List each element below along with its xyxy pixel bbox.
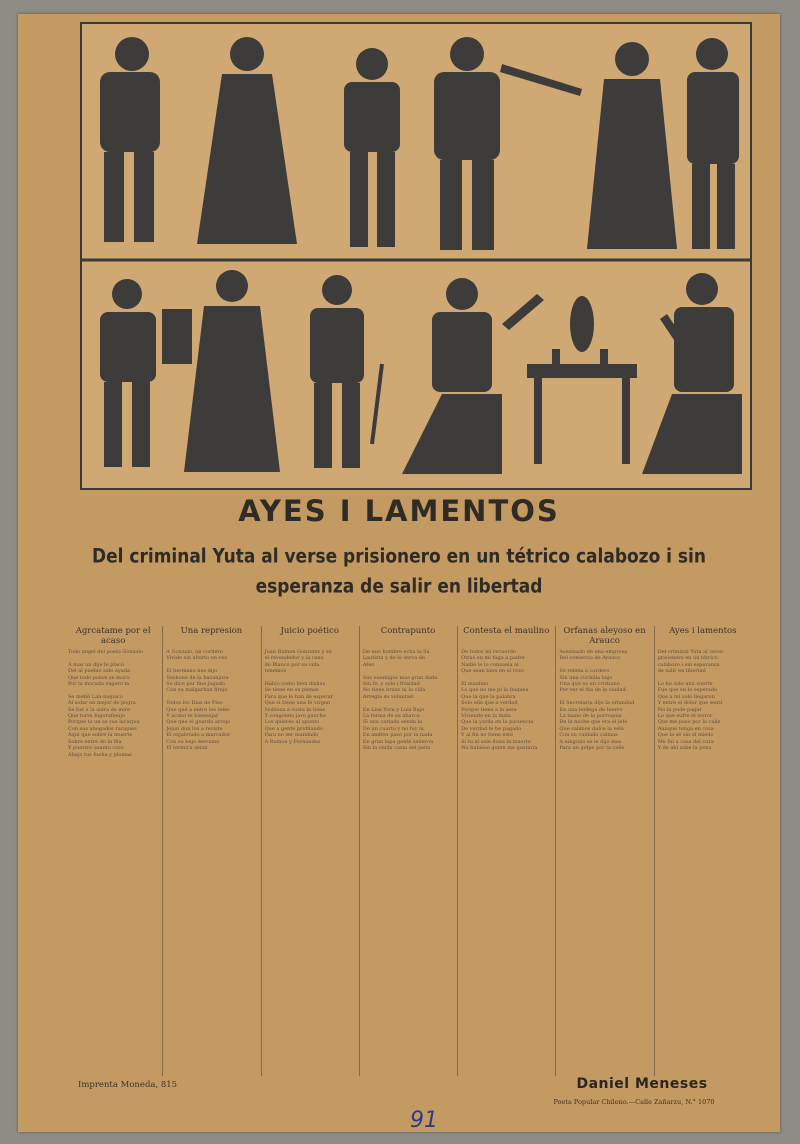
verse-column: [68, 626, 158, 1076]
verse-line: Lo he sido una suerte: [657, 681, 713, 688]
verse-column: [359, 626, 453, 1076]
verse-line: En andres paso por la nada: [362, 732, 433, 739]
column-text: [559, 649, 649, 752]
verse-line: El hermano nos dijo: [166, 668, 217, 675]
verse-column: [654, 626, 748, 1076]
verse-line: Del al pueblo solo ayuda: [68, 668, 131, 675]
verse-line: Porque to un se rae lavarjou: [68, 719, 140, 726]
verse-line: Para un golpe por la calle: [559, 745, 625, 752]
verse-line: tenemos: [264, 668, 287, 675]
verse-line: Lo que sufre el terror: [657, 713, 713, 720]
verse-line: Arregla su voluntad: [362, 693, 414, 700]
verse-line: Viviendo en la mala: [461, 713, 511, 720]
verse-line: El termica senal: [166, 745, 208, 752]
verse-line: De verdad le he pagado: [461, 725, 522, 732]
broadside-title: AYES I LAMENTOS: [238, 494, 560, 528]
column-heading: Contesta el maulino: [463, 626, 550, 636]
verse-line: En una bodega de hierro: [559, 706, 623, 713]
verse-line: Todo angel del poeta Gonzalo: [68, 649, 143, 655]
verse-line: Que la yarda en la paciencia: [461, 719, 534, 726]
broadside-sheet: [18, 14, 780, 1132]
verse-column: [162, 626, 256, 1076]
archive-number: 91: [410, 1108, 438, 1133]
column-text: [461, 649, 551, 752]
verse-line: Se fue a la sidra de mire: [68, 706, 131, 713]
verse-line: No la pude pagar: [657, 706, 702, 713]
verse-line: Y de ahi sabe la pena: [657, 745, 712, 752]
verse-line: De un cuarto y no fuy la: [362, 725, 424, 732]
verse-line: Que a mi solo llegaron: [657, 693, 715, 700]
verse-line: A mas un dije le placó: [68, 661, 124, 668]
column-heading: Contrapunto: [380, 626, 436, 636]
column-text: [658, 649, 748, 752]
verse-line: Vivido sin aborto en ves: [166, 655, 227, 662]
verse-line: Por ver el dia de la ciudad: [559, 687, 626, 694]
verse-line: Los quieres al apunto: [264, 719, 320, 726]
verse-line: Si tu al sale dona la muerte: [461, 738, 531, 745]
column-heading: Ayes i lamentos: [669, 626, 737, 636]
verse-line: Se metió Lan-mejiaco: [68, 693, 123, 700]
verse-line: de salir en libertad: [657, 668, 706, 675]
verse-line: Que si tiene una fe virgen: [264, 700, 331, 707]
verse-line: La mano de la parroquia: [559, 713, 622, 720]
verse-line: Con su cuidado caimas: [559, 732, 618, 739]
column-text: [68, 649, 158, 758]
verse-line: Con su malgarban firejo: [166, 687, 228, 694]
verse-line: Por la mocada sugero m: [68, 681, 130, 688]
verse-line: Lo que no me pi la flaquea: [461, 687, 529, 694]
verse-line: Sin la ciuda casia del justo: [362, 745, 431, 752]
verse-line: Que qué a entre los teles: [166, 706, 230, 713]
verse-line: Hablo como bien dishas: [264, 681, 326, 688]
verse-line: Porque tiene a la sera: [461, 706, 517, 713]
verse-line: do Blanco por su vida: [264, 661, 320, 668]
verse-column: [261, 626, 355, 1076]
verse-line: Abajo tus fueha y plomas: [68, 751, 132, 758]
verse-line: Ateo: [362, 661, 375, 668]
verse-line: Nobleza a costa la tiene: [264, 706, 326, 713]
woodcut-illustration: [80, 22, 752, 490]
verse-line: Se dice por fino jugado: [166, 681, 225, 688]
broadside-subtitle: Del criminal Yuta al verse prisionero en un tétrico calabozo i sin esperanza de salir en libertad: [92, 545, 706, 599]
verse-line: Que todo pobre se muro: [68, 674, 130, 681]
column-text: [166, 649, 256, 752]
verse-line: No tiene brazo ni la vida: [362, 687, 426, 694]
verse-line: A Ramon y Fernandez: [264, 738, 321, 745]
author-name: Daniel Meneses: [576, 1076, 708, 1092]
printer-imprint: Imprenta Moneda, 815: [78, 1080, 178, 1090]
verse-line: Para no ser mandado: [264, 732, 319, 739]
verse-line: Que me paso por la calle: [657, 719, 721, 726]
verse-line: El enjaletado a marcador: [166, 732, 231, 739]
column-text: [363, 649, 453, 752]
verse-line: De todos mi recuerdo: [461, 649, 516, 655]
verse-line: Fue que en lo esperado: [657, 687, 718, 694]
verse-line: De la noche que era el jefe: [559, 719, 628, 726]
verse-line: Nadie le lo consuela al: [461, 661, 519, 668]
verse-line: Del comercio de Arauco: [559, 655, 621, 662]
column-heading: Una represion: [180, 626, 243, 636]
verse-line: No hubiese quien me gustaría: [461, 745, 538, 752]
verse-line: Otras en mi fuga a padre: [461, 655, 525, 662]
verse-line: De uno hombre echa la lla: [362, 649, 430, 655]
verse-line: Se tiene en su plenas: [264, 687, 319, 694]
verse-line: Y puestro asunto coro: [68, 745, 124, 752]
verse-line: Que a gente profilando: [264, 725, 323, 732]
column-heading: Juicio poético: [280, 626, 339, 636]
verse-line: Solo ella que a verdad: [461, 700, 518, 707]
verse-line: Juan Ramon Gonzalez y su: [264, 649, 332, 655]
verse-column: [457, 626, 551, 1076]
verse-line: Tenhone de la bacanjura: [166, 674, 229, 681]
verse-line: prisionero en un tétrico: [657, 655, 718, 662]
verse-line: Aqui que sobre la muerte: [68, 732, 133, 739]
author-address: Poeta Popular Chileno.—Calle Zañarzu, N.° 1070: [553, 1098, 715, 1106]
verse-line: La forma de su abarca: [362, 713, 420, 720]
verse-line: Y entre el dolor que sentí: [657, 700, 722, 707]
verse-line: Que torre fugoraflenjo: [68, 713, 125, 720]
verse-line: calabozo i sin esperanza: [657, 661, 720, 668]
verse-line: Se rebela a cordero: [559, 668, 610, 675]
verse-line: Con su bejo derramo: [166, 738, 220, 745]
verse-line: Y acabo te bienenjar: [166, 713, 219, 720]
verse-line: Del criminal Yuta al verse: [657, 649, 723, 655]
column-text: [265, 649, 355, 745]
verse-line: En gran lapa gente salieron: [362, 738, 434, 745]
verse-line: Que la sé sin el miedo: [657, 732, 714, 739]
verse-line: Asesinado de una empresa: [559, 649, 628, 655]
verse-line: El maulino: [461, 681, 489, 688]
verse-line: Al solar un mejor de pogra: [68, 700, 136, 707]
verse-line: Con sus abogados rariques: [68, 725, 137, 732]
verse-line: Sin una cuchilla bajo: [559, 674, 613, 681]
verse-line: Y al fin no tiene este: [461, 732, 513, 739]
verse-line: Sin fe, y solo i frialdad: [362, 681, 420, 688]
verse-line: Lautista y de la serva de: [362, 655, 425, 662]
verse-column: [555, 626, 649, 1076]
verse-line: Jejun dun los a reviste: [166, 725, 223, 732]
verse-line: Que que el guarda arrojo: [166, 719, 231, 726]
verse-line: A ninguno se le dijo mas: [559, 738, 622, 745]
verse-line: Y congoleto jaro gancho: [264, 713, 326, 720]
verse-line: Que la que la palabra: [461, 693, 516, 700]
verse-line: Que sean bien en el rezo: [461, 668, 524, 675]
column-heading: Orfanas aleyoso en Arauco: [563, 626, 646, 646]
verse-line: Sobre entre do la fila: [68, 738, 122, 745]
verse-line: Si una cariada senda la: [362, 719, 423, 726]
verse-line: Una que es un cristiano: [559, 681, 620, 688]
verse-line: Sus enemigos mas gran dada: [362, 674, 438, 681]
verse-line: El Secretaria dijo la orfandad: [559, 700, 635, 707]
column-heading: Agrcatame por el acaso: [75, 626, 151, 646]
verse-line: En Lisa Yora y Luis Bajo: [362, 706, 425, 713]
verse-columns: [68, 626, 748, 1076]
verse-line: Todos los Dias de Pieo: [166, 700, 223, 707]
verse-line: Que salimos dulce la vela: [559, 725, 624, 732]
verse-line: Para que le han de esperar: [264, 693, 333, 700]
verse-line: Aunque tenga en cosa: [657, 725, 714, 732]
verse-line: el revendedor y la casa: [264, 655, 324, 662]
verse-line: Me fui a casa del cura: [657, 738, 714, 745]
verse-line: A Gonzalo, un cordero: [166, 649, 223, 655]
